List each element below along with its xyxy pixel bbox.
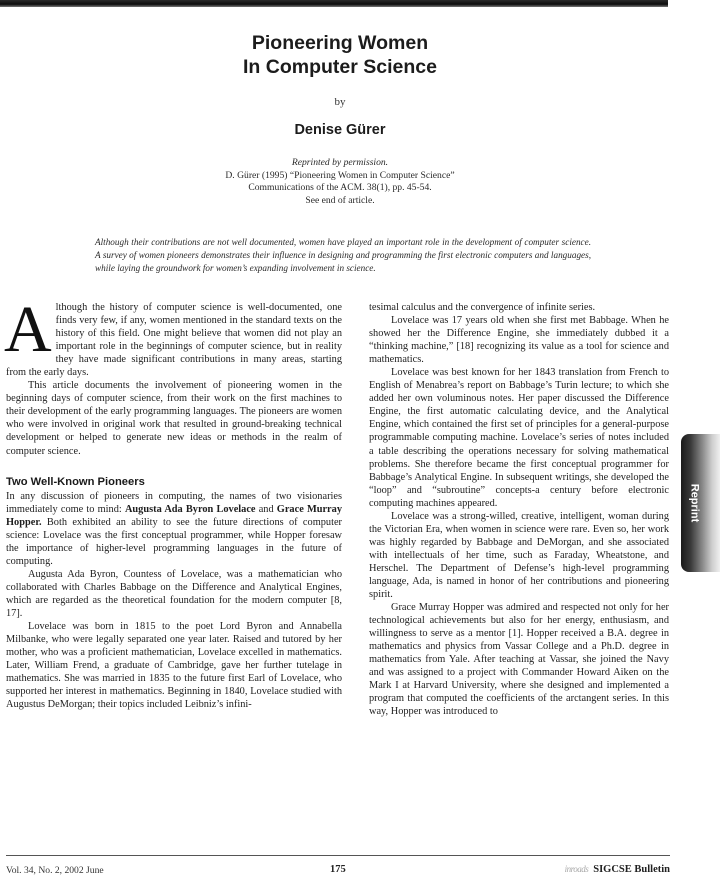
paragraph: Lovelace was born in 1815 to the poet Lord Byron and Annabella Milbanke, who were legally separated one year later. Raised and tutored by her mother, who was a proficient mathematician, Lovelace excelled in mathematics. Later, William Frend, a graduate of Cambridge, gave her further tutelage in mathematics. She was married in 1835 to the future first Earl of Lovelace, who supported her interest in mathematics. Beginning in 1840, Lovelace studied with Augustus DeMorgan; their topics included Leibniz’s infini- [6, 621, 342, 711]
intro-text: lthough the history of computer science is well-documented, one finds very few, if any, women mentioned in the standard texts on the history of this field. One might believe that women did not play an important role in the beginnings of computer science, but in reality they have made significant contributions in many areas, starting from the early days. [6, 302, 342, 379]
reprint-journal: Communications of the ACM. 38(1), pp. 45-54. [248, 182, 432, 193]
right-column [369, 301, 669, 719]
page-number: 175 [330, 864, 346, 875]
paragraph: This article documents the involvement of pioneering women in the beginning days of computer science, from their work on the first machines to their development of the early programming languages. The pioneers are women who were involved in original work that resulted in ground-breaking technical development or helped to generate new ideas or methods in the realm of computer science. [6, 380, 342, 457]
drop-cap: A [4, 293, 52, 366]
abstract: Although their contributions are not well documented, women have played an important role in the development of computer science. A survey of women pioneers demonstrates their influence in designing and programming the first electronic computers and languages, while laying the groundwork for women’s expanding involvement in science. [95, 237, 591, 273]
paragraph: Lovelace was a strong-willed, creative, intelligent, woman during the Victorian Era, when women in science were rare. Even so, her work was highly regarded by Babbage and DeMorgan, and she associated with intellectuals of her time, such as Faraday, Wheatstone, and Herschel. The Department of Defense’s high-level programming language, Ada, is named in honor of her contributions and pioneering spirit. [369, 510, 669, 601]
paragraph: Augusta Ada Byron, Countess of Lovelace, was a mathematician who collaborated with Charles Babbage on the Difference and Analytical Engines, which are regarded as the theoretical foundation for the modern computer [8, 17]. [6, 568, 342, 619]
text-run: Both exhibited an ability to see the future directions of computer science: Lovelace was the first conceptual programmer, while Hopper foresaw the importance of higher-level programming languages in the future of computing. [6, 516, 342, 567]
reprint-note [0, 157, 680, 207]
footer-publication [565, 864, 670, 875]
article-title-line2: In Computer Science [243, 56, 437, 78]
inroads-logo: inroads [564, 864, 589, 874]
left-column [4, 293, 342, 711]
name-hopper: Grace Murray Hopper. [6, 503, 342, 528]
paragraph: Lovelace was 17 years old when she first met Babbage. When he showed her the Difference Engine, she immediately dubbed it a “thinking machine,” [18] recognizing its value as a tool for science and mathematics. [369, 315, 669, 366]
author-name: Denise Gürer [294, 122, 386, 138]
paragraph: Grace Murray Hopper was admired and respected not only for her technological achievements but also for her energy, enthusiasm, and willingness to serve as a mentor [1]. Hopper received a B.A. degree in mathematics and physics from Vassar College and a Ph.D. degree in mathematics from Yale. After teaching at Vassar, she joined the Navy and was assigned to a project with Commander Howard Aiken on the Mark I at Harvard University, where she designed and implemented a program that computed the coefficients of the arctangent series. In this way, Hopper was introduced to [369, 602, 669, 718]
footer-issue: Vol. 34, No. 2, 2002 June [6, 865, 104, 876]
intro-paragraph [4, 293, 342, 379]
article-title-line1: Pioneering Women [251, 32, 429, 54]
reprint-tab-text: Reprint [688, 483, 700, 523]
section-heading: Two Well-Known Pioneers [6, 475, 145, 488]
reprint-see-end: See end of article. [305, 194, 375, 206]
paragraph [6, 490, 342, 568]
top-rule [0, 0, 668, 7]
reprint-permission: Reprinted by permission. [291, 157, 389, 168]
footer-rule [6, 855, 670, 856]
text-run: and [255, 503, 277, 515]
publication-name: SIGCSE Bulletin [593, 864, 670, 875]
reprint-citation: D. Gürer (1995) “Pioneering Women in Computer Science” [225, 169, 455, 181]
paragraph: tesimal calculus and the convergence of infinite series. [369, 302, 596, 313]
byline-by: by [334, 96, 346, 108]
reprint-side-tab-label [681, 434, 707, 572]
paragraph: Lovelace was best known for her 1843 translation from French to English of Menabrea’s report on Babbage’s Turin lecture; to which she added her own voluminous notes. Her paper discussed the Difference Engine, the first automatic calculating device, and the Analytical Engine, which contained the first set of principles for a general-purpose programmable computing machine. Lovelace’s series of notes included a table describing the operations necessary for solving mathematical problems. She therefore became the first conceptual programmer for Babbage’s Analytical Engine. In subsequent writings, she developed the “loop” and “subroutine” concepts-a century before electronic computing machines appeared. [369, 367, 669, 509]
name-lovelace: Augusta Ada Byron Lovelace [124, 503, 256, 515]
text-run: In any discussion of pioneers in computing, the names of two visionaries immediately come to mind: [6, 490, 342, 515]
